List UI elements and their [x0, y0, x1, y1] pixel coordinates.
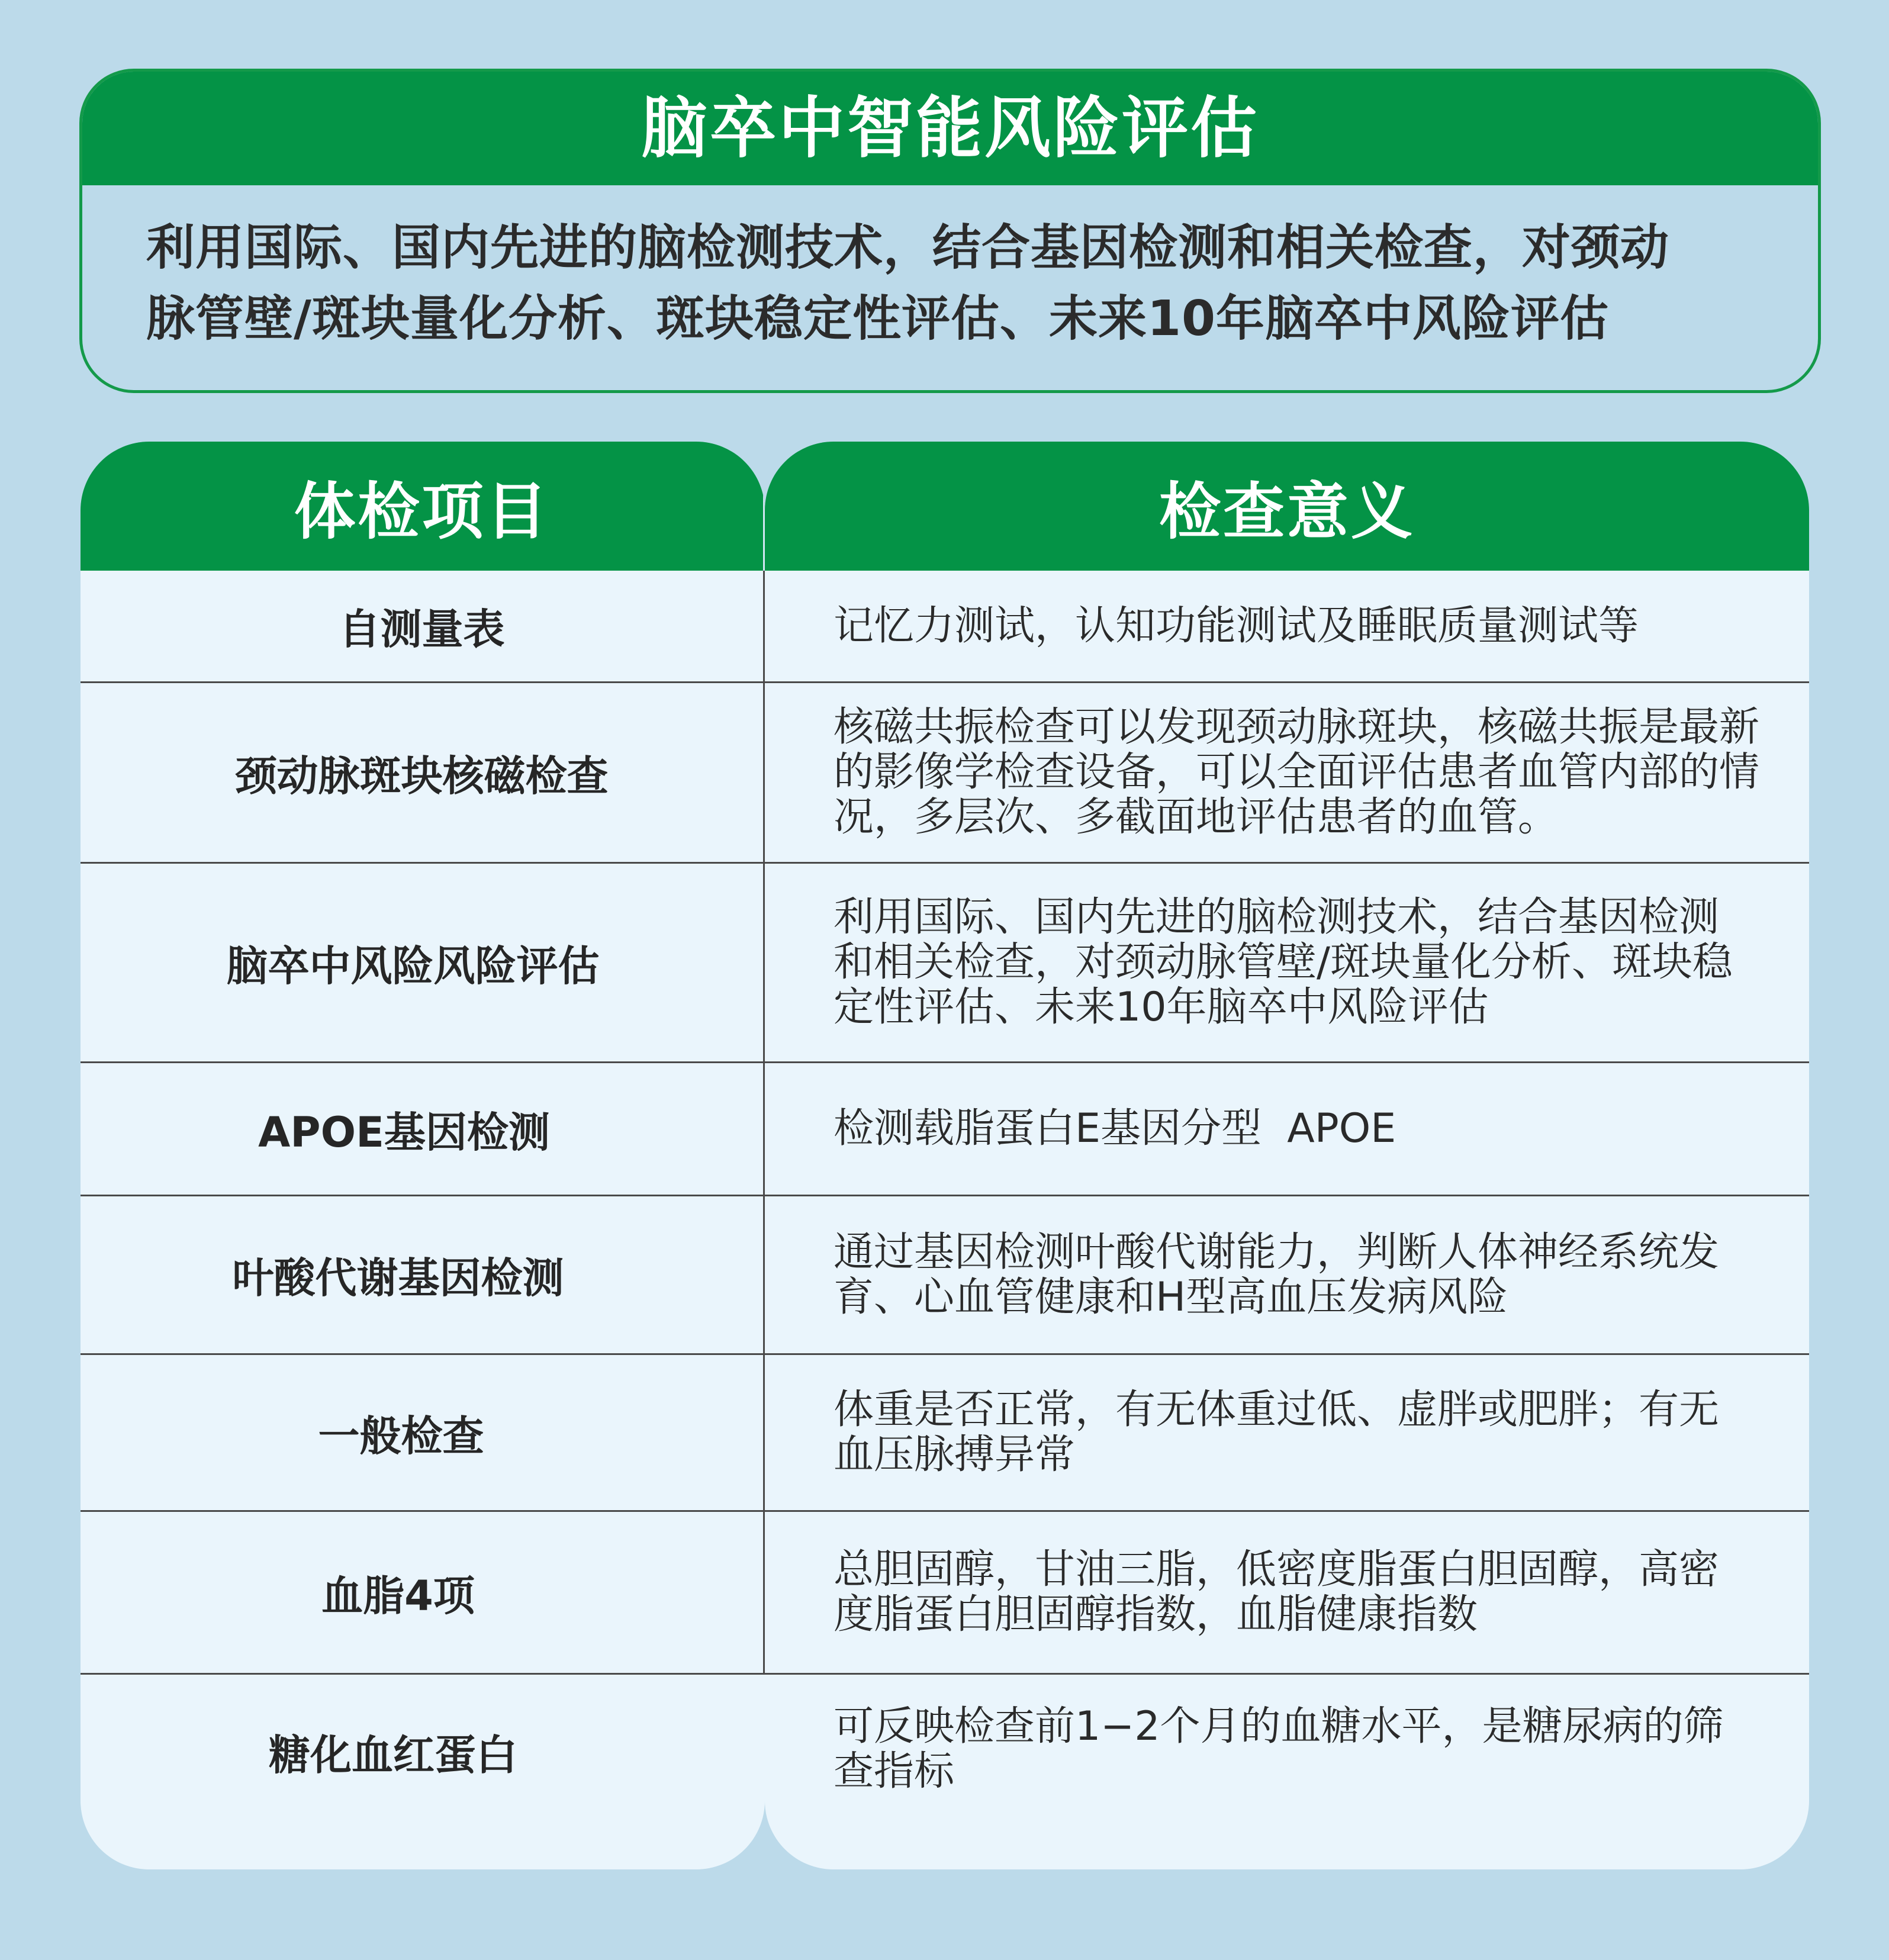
exam-item-label: 叶酸代谢基因检测 [232, 1254, 564, 1302]
meaning-line: 体重是否正常，有无体重过低、虚胖或肥胖；有无 [834, 1386, 1720, 1433]
exam-item-label: 血脂4项 [321, 1571, 475, 1620]
table-row-item [81, 1196, 765, 1355]
meaning-line: 血压脉搏异常 [834, 1431, 1076, 1478]
meaning-line: 记忆力测试，认知功能测试及睡眠质量测试等 [834, 602, 1639, 649]
intro-header [82, 72, 1818, 185]
table-row-meaning [765, 683, 1809, 864]
table-row-item [81, 1675, 765, 1868]
meaning-line: 况，多层次、多截面地评估患者的血管。 [834, 794, 1559, 841]
exam-item-label: 脑卒中风险风险评估 [226, 941, 600, 990]
table-row-meaning [765, 1063, 1809, 1196]
meaning-line: 通过基因检测叶酸代谢能力，判断人体神经系统发 [834, 1228, 1720, 1276]
intro-description [82, 185, 1818, 355]
table-row-item [81, 1063, 765, 1196]
meaning-line: 总胆固醇，甘油三脂，低密度脂蛋白胆固醇，高密 [834, 1546, 1720, 1593]
table-row-item [81, 1512, 765, 1675]
meaning-line: 利用国际、国内先进的脑检测技术，结合基因检测 [834, 894, 1720, 941]
table-row-meaning [765, 571, 1809, 683]
meaning-line: 的影像学检查设备，可以全面评估患者血管内部的情 [834, 749, 1760, 796]
exam-item-label: APOE基因检测 [258, 1108, 550, 1157]
meaning-text [765, 1106, 1443, 1151]
meaning-text [765, 604, 1686, 649]
meaning-line: 定性评估、未来10年脑卒中风险评估 [834, 984, 1489, 1031]
meaning-line: 和相关检查，对颈动脉管壁/斑块量化分析、斑块稳 [834, 939, 1733, 986]
exam-item-column [81, 442, 765, 1869]
meaning-text [765, 895, 1780, 1030]
table-row-item [81, 571, 765, 683]
table-row-item [81, 1355, 765, 1512]
exam-item-label: 糖化血红蛋白 [269, 1731, 517, 1779]
table-row-meaning [765, 1355, 1809, 1512]
exam-meaning-column [765, 442, 1809, 1869]
exam-item-label: 一般检查 [318, 1411, 484, 1460]
meaning-text [765, 1230, 1766, 1320]
intro-title: 脑卒中智能风险评估 [641, 90, 1259, 167]
table-row-item [81, 683, 765, 864]
exam-meaning-header: 检查意义 [765, 442, 1809, 571]
exam-item-header: 体检项目 [81, 442, 765, 571]
table-row-meaning [765, 864, 1809, 1063]
meaning-line: 度脂蛋白胆固醇指数，血脂健康指数 [834, 1591, 1478, 1638]
meaning-line: 查指标 [834, 1748, 955, 1795]
meaning-line: 检测载脂蛋白E基因分型 APOE [834, 1105, 1396, 1152]
exam-item-label: 颈动脉斑块核磁检查 [235, 751, 609, 800]
table-row-meaning [765, 1196, 1809, 1355]
meaning-text [765, 705, 1807, 840]
intro-card [79, 69, 1821, 393]
exam-item-label: 自测量表 [339, 605, 505, 654]
meaning-text [765, 1547, 1766, 1637]
intro-line-2: 脉管壁/斑块量化分析、斑块稳定性评估、未来10年脑卒中风险评估 [146, 291, 1610, 347]
table-row-item [81, 864, 765, 1063]
meaning-line: 核磁共振检查可以发现颈动脉斑块，核磁共振是最新 [834, 704, 1760, 751]
meaning-line: 可反映检查前1−2个月的血糖水平，是糖尿病的筛 [834, 1703, 1724, 1750]
table-row-meaning [765, 1675, 1809, 1868]
meaning-text [765, 1388, 1766, 1478]
table-row-meaning [765, 1512, 1809, 1675]
meaning-text [765, 1704, 1771, 1794]
meaning-line: 育、心血管健康和H型高血压发病风险 [834, 1273, 1508, 1321]
intro-line-1: 利用国际、国内先进的脑检测技术，结合基因检测和相关检查，对颈动 [146, 220, 1670, 276]
